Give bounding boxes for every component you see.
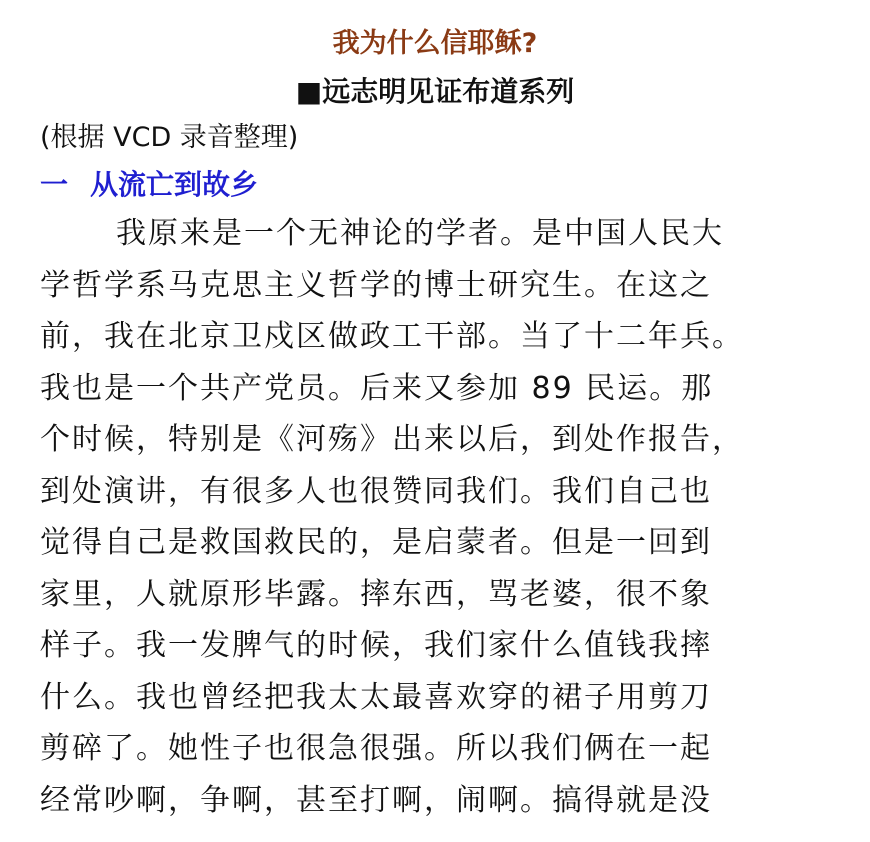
source-note: (根据 VCD 录音整理): [40, 122, 299, 153]
document-title: 我为什么信耶稣?: [332, 28, 538, 59]
chapter-heading: [40, 166, 258, 204]
text-line: 剪碎了。她性子也很急很强。所以我们俩在一起: [40, 731, 712, 766]
chapter-number: 一: [40, 168, 69, 201]
text-line: 经常吵啊，争啊，甚至打啊，闹啊。搞得就是没: [40, 782, 712, 818]
text-line: 觉得自己是救国救民的，是启蒙者。但是一回到: [40, 525, 712, 560]
text-line: 个时候，特别是《河殇》出来以后，到处作报告，: [40, 422, 744, 457]
series-heading: ■远志明见证布道系列: [295, 75, 575, 108]
body-paragraph: [40, 208, 830, 826]
chapter-title: 从流亡到故乡: [90, 168, 259, 201]
text-line: 到处演讲，有很多人也很赞同我们。我们自己也: [40, 473, 712, 509]
text-line: 学哲学系马克思主义哲学的博士研究生。在这之: [40, 267, 712, 303]
text-line: 样子。我一发脾气的时候，我们家什么值钱我摔: [40, 628, 712, 663]
text-line: 我也是一个共产党员。后来又参加 89 民运。那: [40, 370, 714, 406]
text-line: 我原来是一个无神论的学者。是中国人民大: [116, 216, 724, 251]
text-line: 家里，人就原形毕露。摔东西，骂老婆，很不象: [40, 576, 712, 612]
text-line: 什么。我也曾经把我太太最喜欢穿的裙子用剪刀: [40, 679, 712, 715]
text-line: 前，我在北京卫戍区做政工干部。当了十二年兵。: [40, 319, 744, 354]
